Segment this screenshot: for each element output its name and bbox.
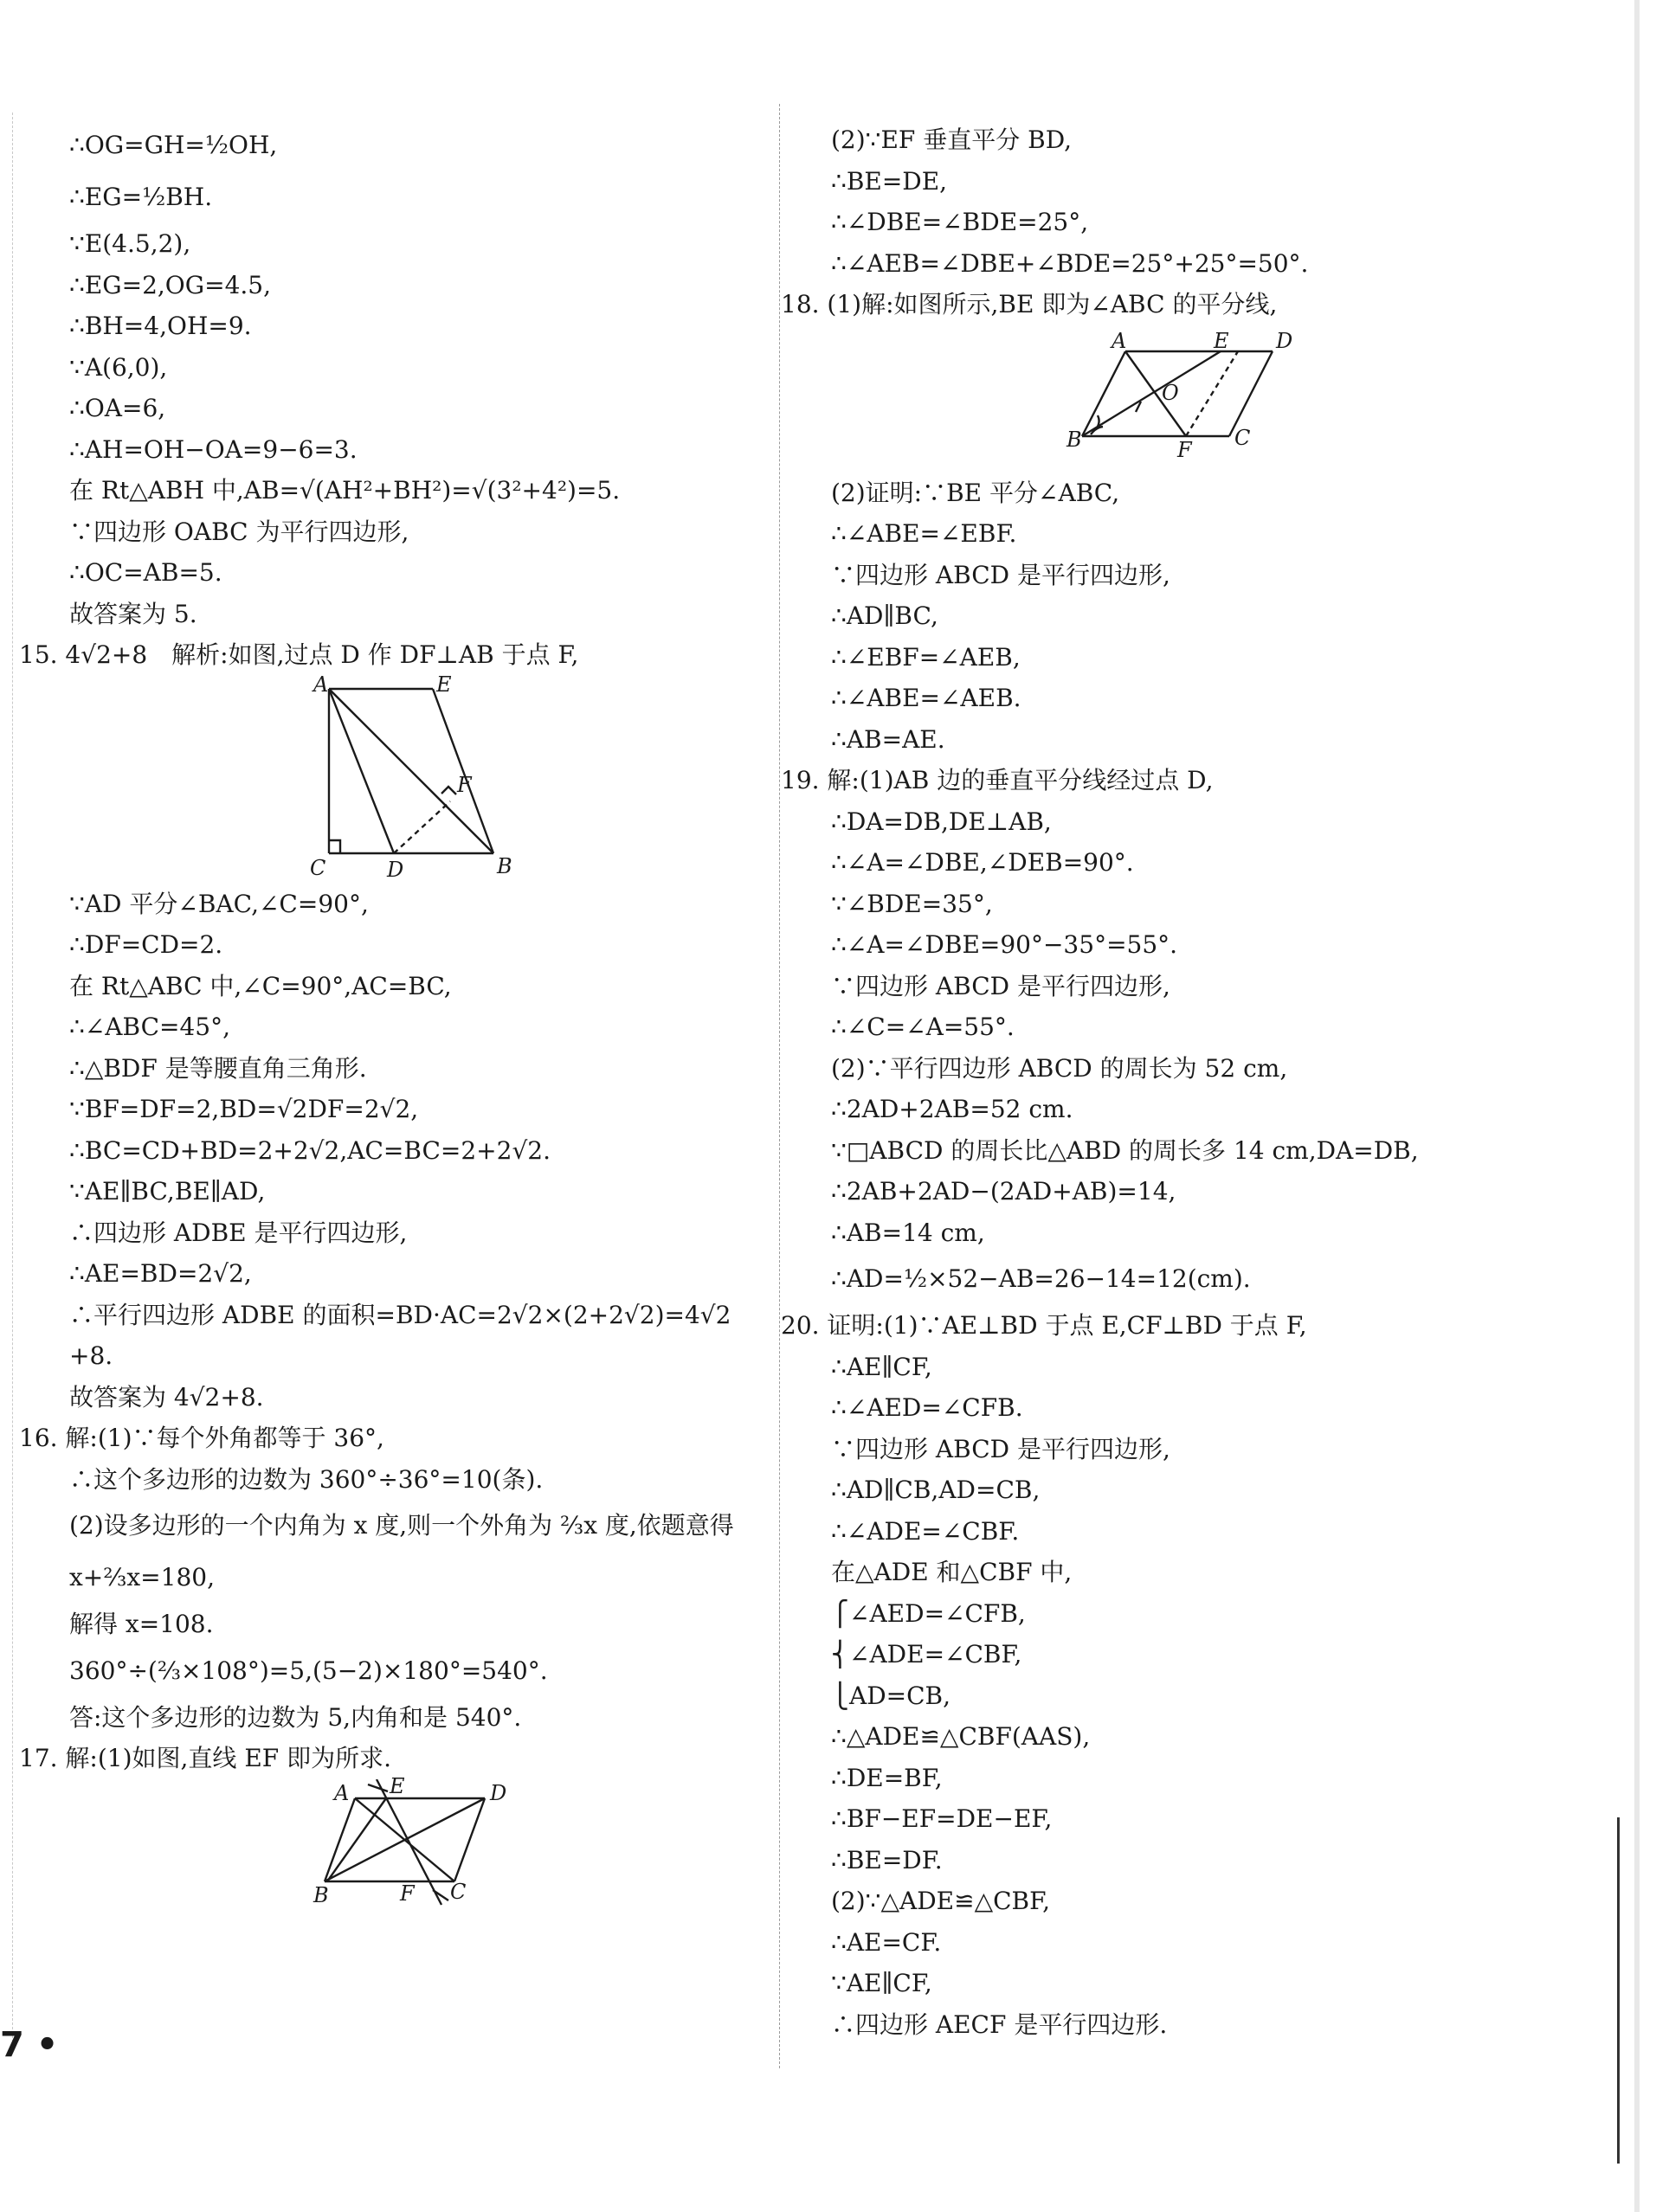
text-line: ∴AE=CF. [831,1927,942,1957]
text-line: ∵□ABCD 的周长比△ABD 的周长多 14 cm,DA=DB, [831,1135,1419,1165]
text-line: ∴BF−EF=DE−EF, [831,1804,1053,1833]
text-line: ∴∠DBE=∠BDE=25°, [831,208,1089,236]
text-line: 在 Rt△ABC 中,∠C=90°,AC=BC, [69,971,452,1000]
text-line: ∴EG=½BH. [69,183,213,211]
text-line: ∴OA=6, [69,394,166,422]
text-line: ∵四边形 ABCD 是平行四边形, [831,560,1170,589]
label-D: D [1276,328,1293,353]
label-C: C [1234,425,1251,450]
figure-18-diagram [831,325,1584,473]
text-line: ∴AD∥CB,AD=CB, [831,1476,1041,1504]
label-D: D [490,1780,507,1805]
text-line: ∵AE∥CF, [831,1969,932,1997]
text-line: ∴△BDF 是等腰直角三角形. [69,1053,367,1083]
problem-20-heading: 20. 证明:(1)∵AE⊥BD 于点 E,CF⊥BD 于点 F, [781,1311,1307,1340]
problem-18-heading: 18. (1)解:如图所示,BE 即为∠ABC 的平分线, [781,290,1278,318]
text-line: ∴AD=½×52−AB=26−14=12(cm). [831,1264,1251,1293]
label-F: F [400,1881,415,1906]
text-line: ∵AE∥BC,BE∥AD, [69,1177,266,1206]
text-line: ∴∠ADE=∠CBF. [831,1516,1020,1546]
label-B: B [497,853,512,878]
text-line: ∴这个多边形的边数为 360°÷36°=10(条). [69,1464,544,1494]
text-line: ∴∠AED=∠CFB. [831,1393,1023,1422]
text-line: ∴EG=2,OG=4.5, [69,270,272,299]
text-line: ∴AB=AE. [831,724,945,754]
text-line: (2)∵△ADE≌△CBF, [831,1887,1051,1915]
left-margin-rule [12,113,13,2051]
figure-15-diagram [69,676,762,884]
text-line: x+⅔x=180, [69,1563,215,1591]
label-B: B [313,1882,329,1907]
text-line: ∴∠ABC=45°, [69,1013,231,1041]
label-A: A [313,672,329,697]
text-line: ∵四边形 OABC 为平行四边形, [69,517,409,546]
text-line: ∴BE=DF. [831,1845,943,1874]
text-line: ∴BC=CD+BD=2+2√2,AC=BC=2+2√2. [69,1135,551,1165]
text-line: ∴DF=CD=2. [69,930,223,959]
text-line: ∴∠EBF=∠AEB, [831,642,1021,672]
text-line: 解得 x=108. [69,1610,214,1638]
text-line: ∴BE=DE, [831,166,948,196]
text-line: ∵四边形 ABCD 是平行四边形, [831,971,1170,1000]
text-line: ∴AH=OH−OA=9−6=3. [69,434,358,464]
label-A: A [334,1780,350,1805]
problem-15-heading: 15. 4√2+8 解析:如图,过点 D 作 DF⊥AB 于点 F, [19,640,579,669]
text-line: ∵∠BDE=35°, [831,889,993,918]
text-line: ∴2AB+2AD−(2AD+AB)=14, [831,1177,1176,1206]
text-line: ∴DE=BF, [831,1763,943,1792]
page-number: 7 • [0,2025,59,2065]
left-column [19,119,762,1909]
text-line: ∴∠A=∠DBE=90°−35°=55°. [831,930,1178,959]
text-line: ∴∠A=∠DBE,∠DEB=90°. [831,848,1134,877]
label-O: O [1162,380,1179,405]
text-line: (2)设多边形的一个内角为 x 度,则一个外角为 ⅔x 度,依题意得 [69,1511,734,1540]
label-E: E [436,672,452,697]
label-C: C [310,855,326,880]
label-D: D [387,857,404,882]
label-F: F [1177,437,1192,462]
text-line: ∴∠ABE=∠AEB. [831,684,1021,712]
text-line: ∴AB=14 cm, [831,1218,985,1247]
text-line: +8. [69,1341,113,1370]
text-line: 在△ADE 和△CBF 中, [831,1558,1073,1586]
text-line: ∴OC=AB=5. [69,558,222,587]
text-line: ∴△ADE≌△CBF(AAS), [831,1722,1091,1751]
text-line: ∵四边形 ABCD 是平行四边形, [831,1434,1170,1463]
text-line: ∴∠C=∠A=55°. [831,1013,1015,1041]
text-line: ∴四边形 AECF 是平行四边形. [831,2009,1168,2039]
label-C: C [450,1879,467,1904]
text-line: ∵E(4.5,2), [69,229,191,258]
text-line: ∴OG=GH=½OH, [69,131,278,159]
text-line: (2)证明:∵BE 平分∠ABC, [831,478,1120,507]
page-edge-shadow [1634,0,1640,2212]
label-E: E [390,1773,405,1798]
binding-edge-mark [1617,1817,1620,2164]
figure-17-diagram [69,1779,762,1909]
label-F: F [457,772,472,797]
problem-19-heading: 19. 解:(1)AB 边的垂直平分线经过点 D, [781,766,1214,794]
text-line: ∵A(6,0), [69,352,168,382]
text-line: ∴DA=DB,DE⊥AB, [831,807,1052,836]
figure-17 [69,1773,762,1909]
text-line: 360°÷(⅔×108°)=5,(5−2)×180°=540°. [69,1656,548,1685]
text-line: 在 Rt△ABH 中,AB=√(AH²+BH²)=√(3²+4²)=5. [69,476,621,505]
text-line: 答:这个多边形的边数为 5,内角和是 540°. [69,1702,522,1732]
figure-18 [831,325,1584,473]
text-line: ∴∠ABE=∠EBF. [831,519,1017,548]
right-column [781,119,1584,2045]
text-line: (2)∵EF 垂直平分 BD, [831,125,1073,154]
text-line: ∴平行四边形 ADBE 的面积=BD·AC=2√2×(2+2√2)=4√2 [69,1300,731,1329]
problem-16-heading: 16. 解:(1)∵每个外角都等于 36°, [19,1424,384,1452]
text-line: ∴AE=BD=2√2, [69,1259,252,1288]
text-line: ∴四边形 ADBE 是平行四边形, [69,1218,408,1247]
label-B: B [1066,427,1082,452]
text-line: ∴2AD+2AB=52 cm. [831,1095,1073,1123]
text-line: ∴BH=4,OH=9. [69,312,252,340]
label-A: A [1112,328,1127,353]
column-divider [779,104,780,2068]
text-line: 故答案为 4√2+8. [69,1382,264,1411]
figure-15 [69,672,762,884]
label-E: E [1214,328,1229,353]
text-line: ∵BF=DF=2,BD=√2DF=2√2, [69,1095,419,1123]
text-line: ∴AE∥CF, [831,1352,932,1381]
text-line: 故答案为 5. [69,599,197,628]
system-line: ⎩AD=CB, [831,1681,951,1710]
text-line: (2)∵平行四边形 ABCD 的周长为 52 cm, [831,1053,1288,1083]
problem-17-heading: 17. 解:(1)如图,直线 EF 即为所求. [19,1744,391,1772]
system-line: ⎧∠AED=∠CFB, [831,1598,1026,1628]
system-line: ⎨∠ADE=∠CBF, [831,1640,1022,1669]
text-line: ∴AD∥BC, [831,601,938,630]
text-line: ∵AD 平分∠BAC,∠C=90°, [69,889,369,918]
text-line: ∴∠AEB=∠DBE+∠BDE=25°+25°=50°. [831,248,1309,278]
